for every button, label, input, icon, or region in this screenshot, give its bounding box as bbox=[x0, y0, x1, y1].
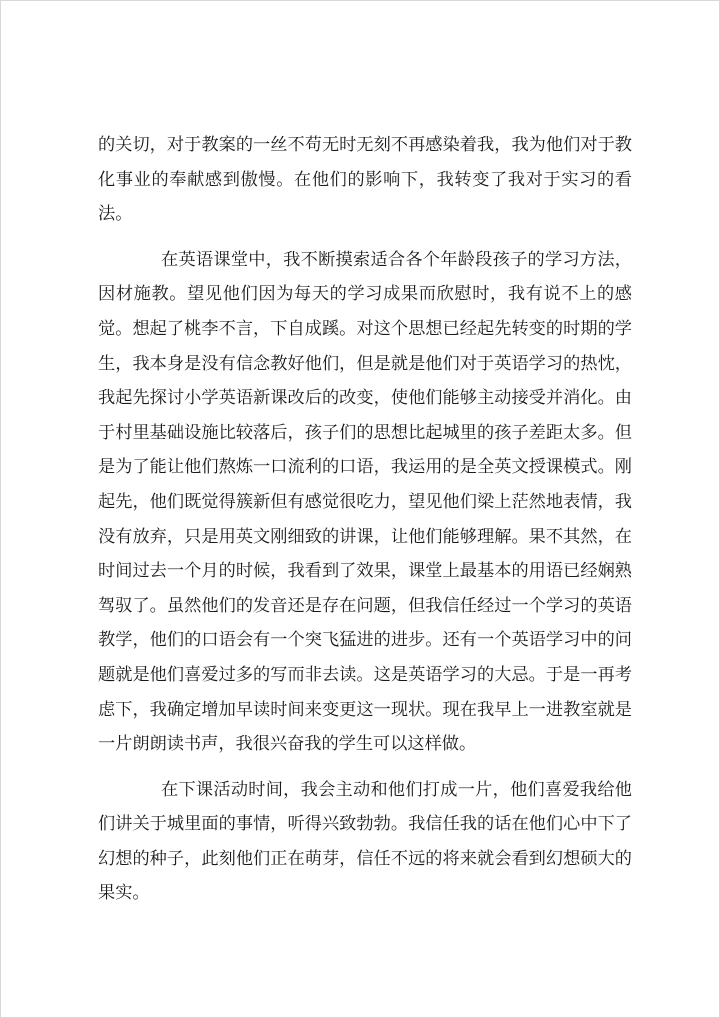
paragraph-1: 的关切，对于教案的一丝不苟无时无刻不再感染着我，我为他们对于教化事业的奉献感到傲慢。在他们的影响下，我转变了我对于实习的看法。 bbox=[98, 135, 632, 225]
paragraph-2: 在英语课堂中，我不断摸索适合各个年龄段孩子的学习方法，因材施教。望见他们因为每天的学习成果而欣慰时，我有说不上的感觉。想起了桃李不言，下自成蹊。对这个思想已经起先转变的时期的学生，我本身是没有信念教好他们，但是就是他们对于英语学习的热忱，我起先探讨小学英语新课改后的改变，使他们能够主动接受并消化。由于村里基础设施比较落后，孩子们的思想比起城里的孩子差距太多。但是为了能让他们熬炼一口流利的口语，我运用的是全英文授课模式。刚起先，他们既觉得簇新但有感觉很吃力，望见他们梁上茫然地表情，我没有放弃，只是用英文刚细致的讲课，让他们能够理解。果不其然，在时间过去一个月的时候，我看到了效果，课堂上最基本的用语已经娴熟驾驭了。虽然他们的发音还是存在问题，但我信任经过一个学习的英语教学，他们的口语会有一个突飞猛进的进步。还有一个英语学习中的问题就是他们喜爱过多的写而非去读。这是英语学习的大忌。于是一再考虑下，我确定增加早读时间来变更这一现状。现在我早上一进教室就是一片朗朗读书声，我很兴奋我的学生可以这样做。 bbox=[98, 249, 632, 755]
paragraph-3: 在下课活动时间，我会主动和他们打成一片，他们喜爱我给他们讲关于城里面的事情，听得兴致勃勃。我信任我的话在他们心中下了幻想的种子，此刻他们正在萌芽，信任不远的将来就会看到幻想硕大的果实。 bbox=[98, 779, 632, 904]
document-body bbox=[98, 128, 632, 911]
